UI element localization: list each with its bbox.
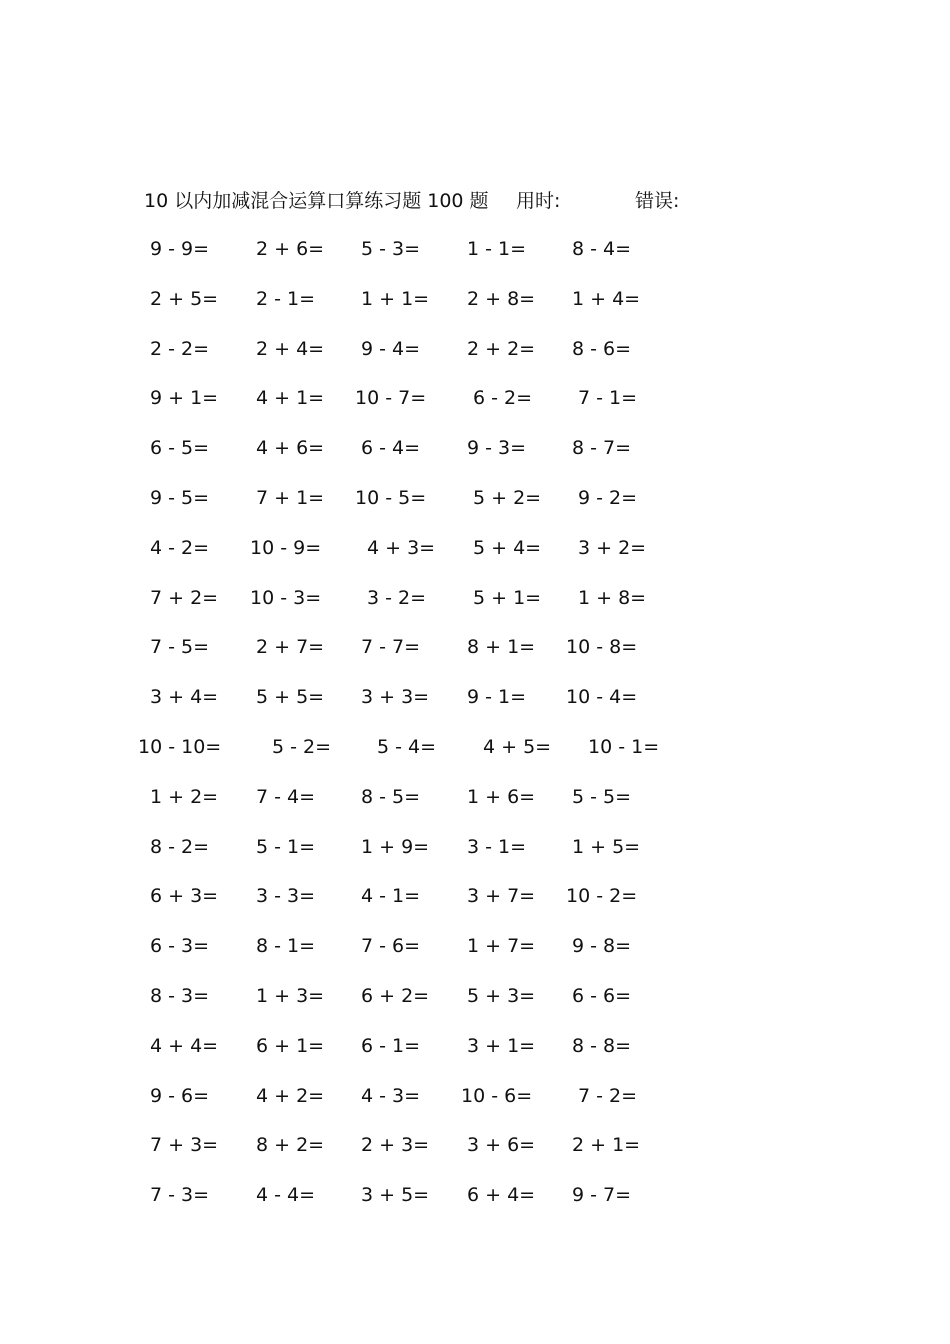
- problem-row: [150, 334, 710, 384]
- problem-cell: 6 + 1=: [256, 1034, 325, 1057]
- problem-cell: 1 + 1=: [361, 287, 430, 310]
- error-count-label: 错误:: [635, 190, 680, 212]
- problem-cell: 10 - 7=: [355, 387, 427, 410]
- problem-cell: 10 - 2=: [566, 885, 638, 908]
- problem-cell: 2 - 1=: [256, 287, 316, 310]
- problem-cell: 5 + 2=: [473, 486, 542, 509]
- problem-cell: 2 + 6=: [256, 238, 325, 260]
- problem-cell: 6 + 2=: [361, 984, 430, 1007]
- problem-cell: 3 + 6=: [467, 1134, 536, 1157]
- problem-cell: 5 + 5=: [256, 686, 325, 709]
- problem-cell: 6 - 6=: [572, 984, 632, 1007]
- problem-cell: 7 + 1=: [256, 486, 325, 509]
- problem-cell: 2 + 1=: [572, 1134, 641, 1157]
- problem-row: [150, 533, 710, 583]
- problem-cell: 6 - 3=: [150, 935, 210, 958]
- problem-cell: 5 - 4=: [377, 735, 437, 758]
- problem-cell: 1 + 8=: [578, 586, 647, 609]
- problem-cell: 10 - 10=: [138, 735, 222, 758]
- problem-cell: 3 + 1=: [467, 1034, 536, 1057]
- problem-cell: 5 - 1=: [256, 835, 316, 858]
- problem-cell: 10 - 3=: [250, 586, 322, 609]
- problem-cell: 1 - 1=: [467, 238, 527, 260]
- problem-row: [150, 632, 710, 682]
- problem-row: [150, 881, 710, 931]
- problem-cell: 8 + 2=: [256, 1134, 325, 1157]
- problem-cell: 6 - 5=: [150, 437, 210, 460]
- problem-cell: 9 - 5=: [150, 486, 210, 509]
- problem-cell: 7 - 3=: [150, 1184, 210, 1207]
- problem-cell: 5 - 5=: [572, 785, 632, 808]
- problem-cell: 7 - 1=: [578, 387, 638, 410]
- problem-cell: 10 - 6=: [461, 1084, 533, 1107]
- problem-cell: 3 + 7=: [467, 885, 536, 908]
- problem-row: [150, 782, 710, 832]
- problem-cell: 2 + 3=: [361, 1134, 430, 1157]
- problem-cell: 7 + 3=: [150, 1134, 219, 1157]
- problem-cell: 4 - 4=: [256, 1184, 316, 1207]
- problem-cell: 1 + 6=: [467, 785, 536, 808]
- problem-cell: 10 - 5=: [355, 486, 427, 509]
- problem-cell: 5 - 3=: [361, 238, 421, 260]
- problem-cell: 6 + 3=: [150, 885, 219, 908]
- problem-cell: 3 + 3=: [361, 686, 430, 709]
- problem-cell: 9 - 2=: [578, 486, 638, 509]
- problem-cell: 2 + 8=: [467, 287, 536, 310]
- problem-cell: 7 - 4=: [256, 785, 316, 808]
- problem-cell: 8 + 1=: [467, 636, 536, 659]
- problem-cell: 1 + 3=: [256, 984, 325, 1007]
- problem-cell: 9 - 8=: [572, 935, 632, 958]
- problem-cell: 5 + 1=: [473, 586, 542, 609]
- problem-cell: 3 + 2=: [578, 536, 647, 559]
- problem-cell: 8 - 5=: [361, 785, 421, 808]
- problem-cell: 4 + 3=: [367, 536, 436, 559]
- problem-cell: 1 + 4=: [572, 287, 641, 310]
- problem-cell: 8 - 7=: [572, 437, 632, 460]
- problem-cell: 3 + 4=: [150, 686, 219, 709]
- problem-row: [150, 1130, 710, 1180]
- problem-cell: 4 + 2=: [256, 1084, 325, 1107]
- problem-cell: 9 - 7=: [572, 1184, 632, 1207]
- problem-cell: 5 - 2=: [272, 735, 332, 758]
- problem-grid: [138, 234, 710, 1230]
- problem-row: [150, 1081, 710, 1131]
- problem-cell: 4 + 1=: [256, 387, 325, 410]
- problem-row: [150, 981, 710, 1031]
- problem-cell: 4 - 3=: [361, 1084, 421, 1107]
- problem-cell: 8 - 8=: [572, 1034, 632, 1057]
- problem-cell: 1 + 2=: [150, 785, 219, 808]
- problem-cell: 7 - 2=: [578, 1084, 638, 1107]
- problem-cell: 6 - 1=: [361, 1034, 421, 1057]
- worksheet-title: 10 以内加减混合运算口算练习题 100 题: [144, 190, 489, 212]
- problem-cell: 4 - 2=: [150, 536, 210, 559]
- problem-cell: 8 - 6=: [572, 337, 632, 360]
- problem-cell: 4 + 4=: [150, 1034, 219, 1057]
- problem-cell: 9 - 1=: [467, 686, 527, 709]
- problem-cell: 8 - 1=: [256, 935, 316, 958]
- problem-cell: 2 - 2=: [150, 337, 210, 360]
- time-used-label: 用时:: [516, 190, 561, 212]
- problem-cell: 8 - 2=: [150, 835, 210, 858]
- problem-cell: 10 - 4=: [566, 686, 638, 709]
- problem-cell: 2 + 7=: [256, 636, 325, 659]
- problem-cell: 3 - 2=: [367, 586, 427, 609]
- problem-cell: 9 - 9=: [150, 238, 210, 260]
- problem-cell: 1 + 9=: [361, 835, 430, 858]
- problem-cell: 7 - 6=: [361, 935, 421, 958]
- problem-cell: 10 - 1=: [588, 735, 660, 758]
- problem-cell: 9 + 1=: [150, 387, 219, 410]
- problem-row: [150, 433, 710, 483]
- problem-cell: 10 - 8=: [566, 636, 638, 659]
- problem-cell: 4 - 1=: [361, 885, 421, 908]
- problem-cell: 2 + 2=: [467, 337, 536, 360]
- problem-cell: 5 + 3=: [467, 984, 536, 1007]
- problem-row: [150, 583, 710, 633]
- problem-cell: 6 - 4=: [361, 437, 421, 460]
- problem-cell: 3 - 1=: [467, 835, 527, 858]
- problem-cell: 6 - 2=: [473, 387, 533, 410]
- problem-cell: 2 + 5=: [150, 287, 219, 310]
- problem-row: [138, 732, 710, 782]
- problem-cell: 10 - 9=: [250, 536, 322, 559]
- problem-cell: 8 - 4=: [572, 238, 632, 260]
- problem-cell: 9 - 3=: [467, 437, 527, 460]
- problem-row: [150, 483, 710, 533]
- problem-cell: 3 + 5=: [361, 1184, 430, 1207]
- problem-row: [150, 682, 710, 732]
- problem-row: [150, 234, 710, 284]
- problem-cell: 6 + 4=: [467, 1184, 536, 1207]
- problem-cell: 8 - 3=: [150, 984, 210, 1007]
- problem-cell: 1 + 5=: [572, 835, 641, 858]
- problem-cell: 2 + 4=: [256, 337, 325, 360]
- problem-cell: 4 + 6=: [256, 437, 325, 460]
- problem-row: [150, 1031, 710, 1081]
- problem-cell: 5 + 4=: [473, 536, 542, 559]
- problem-row: [150, 832, 710, 882]
- problem-cell: 3 - 3=: [256, 885, 316, 908]
- problem-cell: 7 - 5=: [150, 636, 210, 659]
- problem-row: [150, 284, 710, 334]
- problem-cell: 9 - 4=: [361, 337, 421, 360]
- problem-cell: 7 - 7=: [361, 636, 421, 659]
- problem-cell: 4 + 5=: [483, 735, 552, 758]
- problem-cell: 9 - 6=: [150, 1084, 210, 1107]
- problem-cell: 1 + 7=: [467, 935, 536, 958]
- problem-row: [150, 383, 710, 433]
- problem-row: [150, 1180, 710, 1230]
- problem-row: [150, 931, 710, 981]
- problem-cell: 7 + 2=: [150, 586, 219, 609]
